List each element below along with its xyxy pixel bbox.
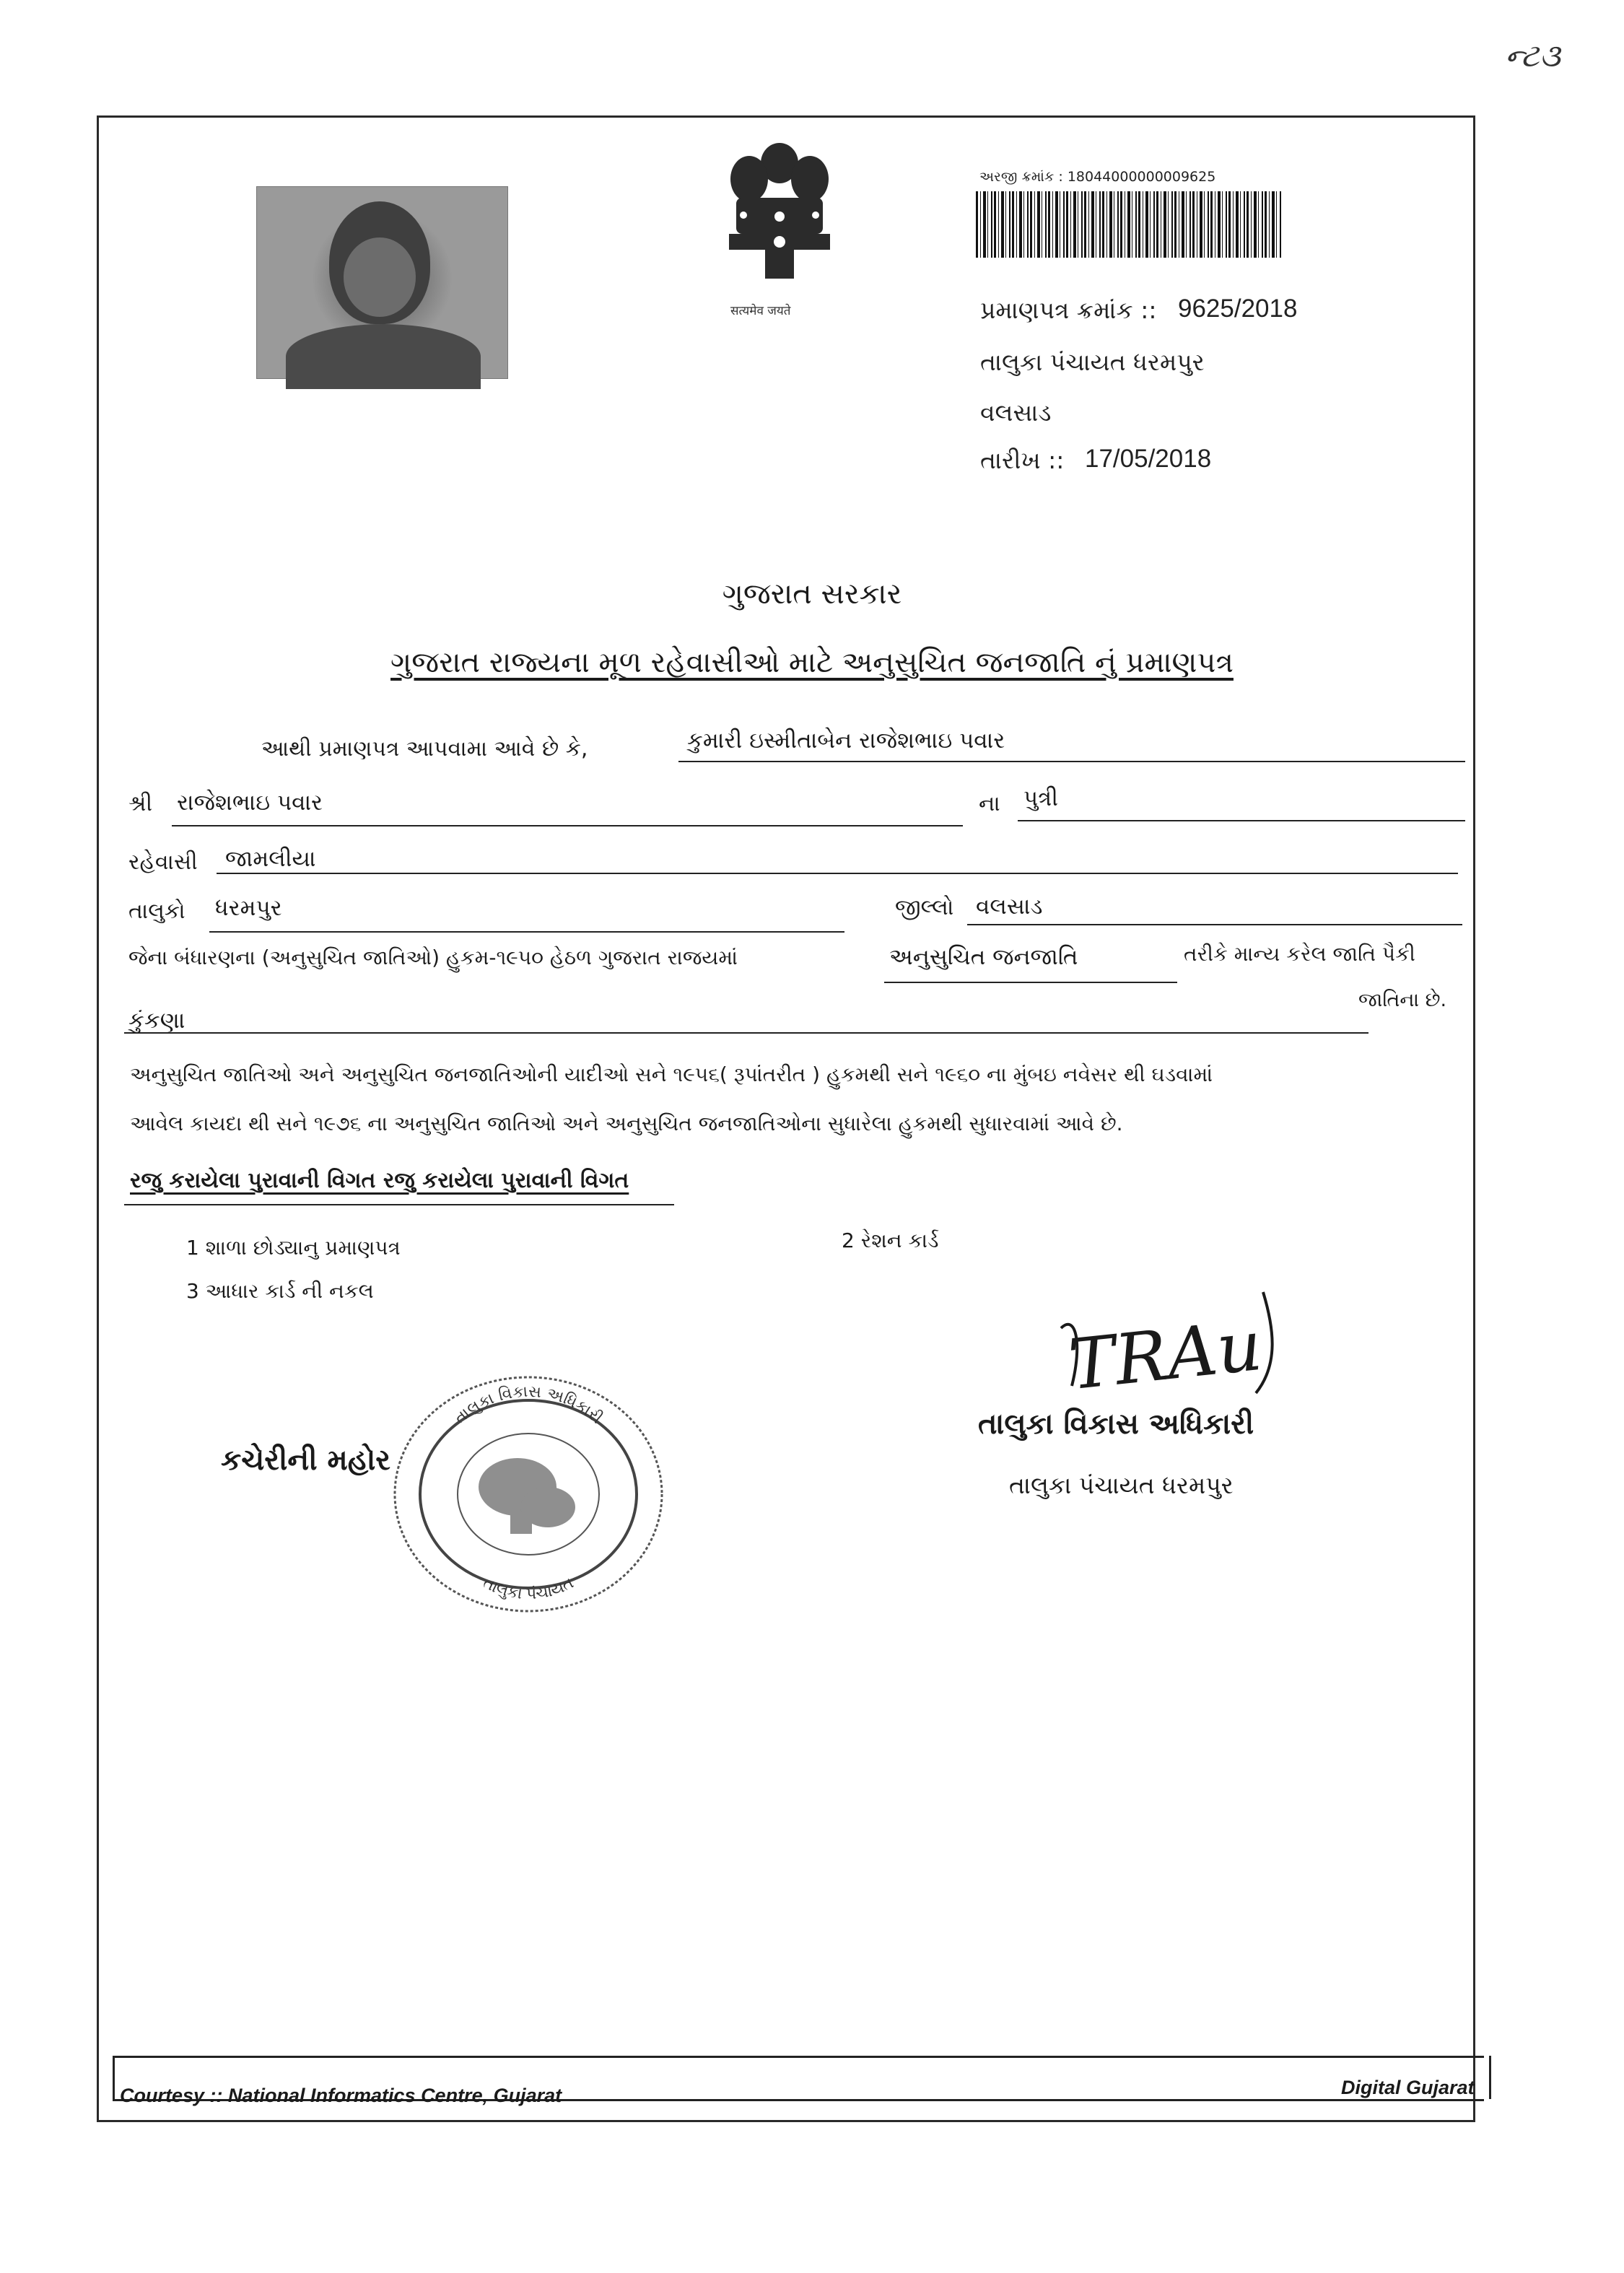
resident-label: રહેવાસી — [128, 850, 198, 875]
taluka: ધરમપુર — [215, 895, 282, 921]
relation-label: ના — [979, 791, 1000, 816]
issue-date-label: તારીખ :: — [980, 446, 1065, 474]
recognized-text: તરીકે માન્ય કરેલ જાતિ પૈકી — [1184, 942, 1415, 966]
issuing-office: તાલુકા પંચાયત ધરમપુર — [980, 348, 1205, 376]
district-label: જીલ્લો — [895, 895, 954, 920]
legal-paragraph-line-1: અનુસુચિત જાતિઓ અને અનુસુચિત જનજાતિઓની યાદીઓ સને ૧૯૫૬( રૂપાંતરીત ) હુકમથી સને ૧૯૬૦ ના મુંબઇ નવેસર થી ઘડવામાં — [130, 1063, 1213, 1086]
shri-label: શ્રી — [128, 791, 153, 816]
certificate-title: ગુજરાત રાજ્યના મૂળ રહેવાસીઓ માટે અનુસુચિત જનજાતિ નું પ્રમાણપત્ર — [390, 646, 1234, 679]
svg-text:તાલુકા વિકાસ અધિકારી — [451, 1383, 606, 1428]
national-emblem-icon — [715, 136, 844, 295]
signatory-office: તાલુકા પંચાયત ધરમપુર — [1009, 1471, 1234, 1499]
caste: કુંકણા — [128, 1008, 185, 1034]
office-seal-label: કચેરીની મહોર — [221, 1444, 390, 1477]
applicant-name: કુમારી ઇસ્મીતાબેન રાજેશભાઇ પવાર — [687, 728, 1005, 754]
legal-paragraph-line-2: આવેલ કાયદા થી સને ૧૯૭૬ ના અનુસુચિત જાતિઓ અને અનુસુચિત જનજાતિઓના સુધારેલા હુકમથી સુધારવામાં આવે છે. — [130, 1112, 1123, 1135]
officer-signature — [1054, 1285, 1292, 1408]
footer-brand: Digital Gujarat — [1341, 2077, 1475, 2098]
district: વલસાડ — [976, 894, 1043, 920]
emblem-motto: सत्यमेव जयते — [730, 304, 791, 318]
signatory-title: તાલુકા વિકાસ અધિકારી — [978, 1408, 1254, 1441]
evidence-item: 1 શાળા છોડ્યાનુ પ્રમાણપત્ર — [186, 1236, 401, 1260]
intro-label: આથી પ્રમાણપત્ર આપવામા આવે છે કે, — [261, 736, 588, 762]
father-name: રાજેશભાઇ પવાર — [177, 790, 323, 816]
office-seal — [388, 1371, 669, 1617]
village: જામલીયા — [225, 846, 316, 872]
evidence-item: 3 આધાર કાર્ડ ની નકલ — [186, 1279, 374, 1303]
application-number: અરજી ક્રમાંક : 18044000000009625 — [979, 169, 1216, 185]
signature-scribble: TRAu — [1065, 1304, 1266, 1406]
corner-handwritten-note: ન્ટ૩ — [1505, 38, 1560, 74]
order-reference: જેના બંધારણના (અનુસુચિત જાતિઓ) હુકમ-૧૯૫૦ હેઠળ ગુજરાત રાજયમાં — [128, 946, 738, 969]
category: અનુસુચિત જનજાતિ — [889, 944, 1078, 970]
svg-text:તાલુકા પંચાયત — [480, 1574, 577, 1604]
footer-courtesy: Courtesy :: National Informatics Centre, Gujarat — [120, 2085, 562, 2106]
relation: પુત્રી — [1023, 785, 1059, 811]
seal-ring-top: તાલુકા વિકાસ અધિકારી — [451, 1382, 606, 1428]
certificate-number-label: પ્રમાણપત્ર ક્રમાંક :: — [980, 296, 1157, 324]
issue-date: 17/05/2018 — [1085, 445, 1212, 473]
issuing-district: વલસાડ — [980, 398, 1052, 427]
evidence-item: 2 રેશન કાર્ડ — [842, 1229, 939, 1252]
barcode — [976, 191, 1283, 258]
certificate-number: 9625/2018 — [1178, 295, 1298, 323]
government-title: ગુજરાત સરકાર — [722, 577, 902, 611]
seal-ring-bottom: તાલુકા પંચાયત — [480, 1574, 577, 1604]
evidence-heading: રજુ કરાયેલા પુરાવાની વિગત રજુ કરાયેલા પુરાવાની વિગત — [130, 1168, 629, 1193]
caste-suffix: જાતિના છે. — [1358, 989, 1447, 1011]
taluka-label: તાલુકો — [128, 899, 185, 924]
applicant-photo — [256, 186, 508, 379]
